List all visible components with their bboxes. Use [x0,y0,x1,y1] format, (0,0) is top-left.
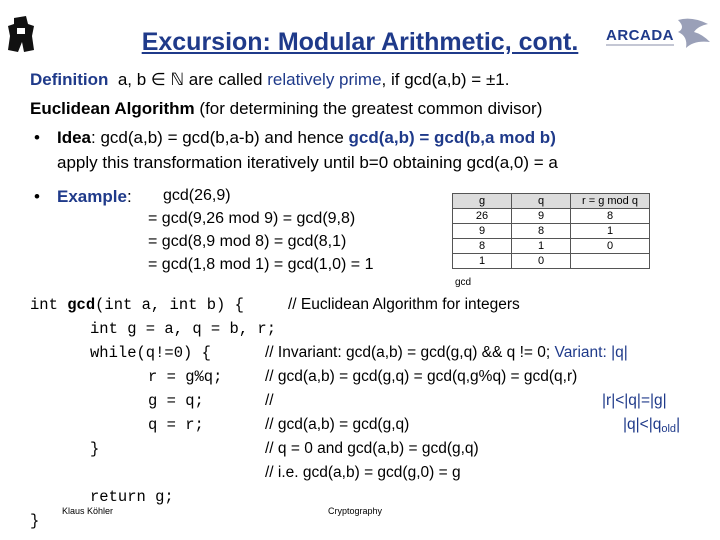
code-line-4: r = g%q; [148,368,223,386]
euclid-label: Euclidean Algorithm [30,99,195,118]
definition-text-2: , if gcd(a,b) = ±1. [381,70,510,89]
variant-r: |r| [602,392,616,409]
idea-text: : gcd(a,b) = gcd(b,a-b) and hence [91,128,349,147]
gcd-table [452,193,650,269]
example-step-1: = gcd(9,26 mod 9) = gcd(9,8) [148,210,356,227]
table-cell: 0 [512,254,571,269]
code-line-2: int g = a, q = b, r; [90,320,277,338]
footer-course: Cryptography [328,506,383,516]
slide-title: Excursion: Modular Arithmetic, cont. [141,28,579,56]
example-step-2: = gcd(8,9 mod 8) = gcd(8,1) [148,233,347,250]
example-label-line [57,187,132,207]
invariant-comment: // Invariant: gcd(a,b) = gcd(g,q) && q != 0; [265,344,551,361]
euclid-line [30,99,542,119]
table-header: q [512,194,571,209]
table-cell: 8 [571,209,650,224]
example-label: Example [57,187,127,206]
footer-author: Klaus Köhler [62,506,114,516]
example-step-3: = gcd(1,8 mod 1) = gcd(1,0) = 1 [148,256,374,273]
table-header: r = g mod q [571,194,650,209]
variant-q: |q|<|q [623,416,662,433]
code-line-1 [30,296,244,314]
table-header-row [453,194,650,209]
variant-q-end: | [676,416,681,433]
code-line-9: return g; [90,488,174,506]
table-cell [571,254,650,269]
table-cell: 0 [571,239,650,254]
variant-q-line [623,416,680,435]
code-line-7: } [90,440,100,458]
idea-line-2: apply this transformation iteratively until b=0 obtaining gcd(a,0) = a [57,153,558,172]
code-text: int gcd(int a, int b) { [30,296,244,314]
code-comment-8: // i.e. gcd(a,b) = gcd(g,0) = g [265,464,461,481]
code-line-10: } [30,512,40,530]
example-colon: : [126,187,132,206]
arcada-logo [604,14,712,54]
table-cell: 1 [453,254,512,269]
relatively-prime-term: relatively prime [267,70,382,89]
definition-label: Definition [30,70,109,89]
variant-label: Variant: |q| [554,344,628,361]
code-line-5: g = q; [148,392,204,410]
code-comment-3 [265,344,628,362]
code-comment-1: // Euclidean Algorithm for integers [288,296,520,313]
table-row [453,209,650,224]
example-step-0: gcd(26,9) [163,187,231,204]
svg-text:ARCADA: ARCADA [606,27,674,44]
idea-bullet: • [34,128,40,147]
table-cell: 9 [453,224,512,239]
table-cell: 1 [512,239,571,254]
euclid-text: (for determining the greatest common divisor) [199,99,543,118]
table-cell: 8 [453,239,512,254]
code-comment-4: // gcd(a,b) = gcd(g,q) = gcd(q,g%q) = gcd(q,r) [265,368,578,385]
example-bullet: • [34,187,40,206]
table-row [453,239,650,254]
variant-q-sub: old [661,423,677,435]
definition-line [30,70,509,90]
code-comment-5: // [265,392,274,409]
variant-r-rest: <|q|=|g| [615,392,667,409]
table-cell: 9 [512,209,571,224]
function-name: gcd [67,296,96,314]
variant-r-line [602,392,667,410]
idea-label: Idea [57,128,92,147]
idea-emphasis: gcd(a,b) = gcd(b,a mod b) [348,128,556,147]
code-line-3: while(q!=0) { [90,344,211,362]
table-cell: 8 [512,224,571,239]
table-row [453,224,650,239]
idea-line-1 [57,128,556,148]
table-caption: gcd [455,277,472,288]
table-header: g [453,194,512,209]
code-line-6: q = r; [148,416,204,434]
table-cell: 26 [453,209,512,224]
definition-text-1: a, b ∈ ℕ are called [117,70,268,89]
table-cell: 1 [571,224,650,239]
table-row [453,254,650,269]
code-comment-7: // q = 0 and gcd(a,b) = gcd(g,q) [265,440,479,457]
code-comment-6: // gcd(a,b) = gcd(g,q) [265,416,410,433]
